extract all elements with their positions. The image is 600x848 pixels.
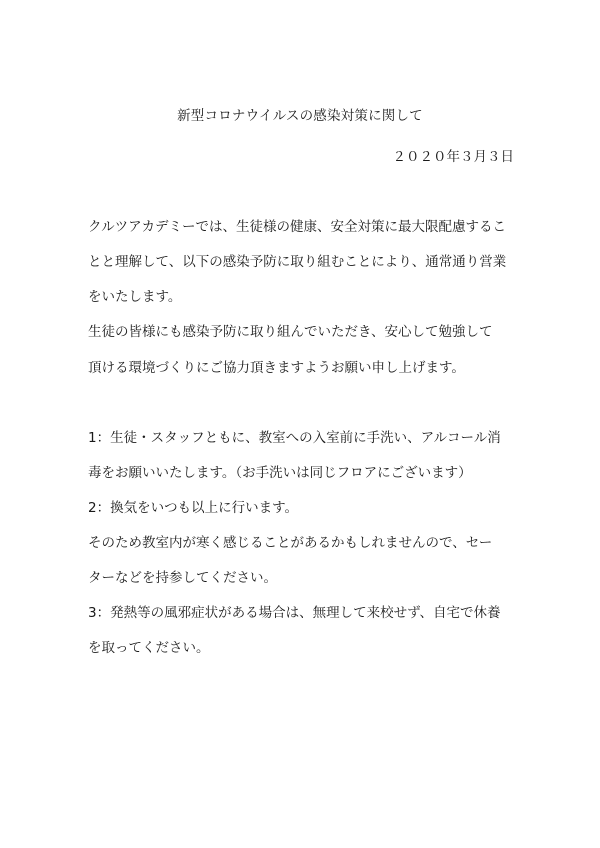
document-title: 新型コロナウイルスの感染対策に関して [177, 108, 423, 124]
item-2-line-2: そのため教室内が寒く感じることがあるかもしれませんので、セー [88, 535, 493, 551]
item-2-line-1: 2：換気をいつも以上に行います。 [88, 500, 299, 516]
intro-line-1: クルツアカデミーでは、生徒様の健康、安全対策に最大限配慮するこ [88, 219, 506, 235]
item-3-line-1: 3：発熱等の風邪症状がある場合は、無理して来校せず、自宅で休養 [88, 605, 501, 621]
intro-line-5: 頂ける環境づくりにご協力頂きますようお願い申し上げます。 [88, 360, 465, 376]
item-1-line-1: 1：生徒・スタッフともに、教室への入室前に手洗い、アルコール消 [88, 430, 501, 446]
item-2-line-3: ターなどを持参してください。 [88, 570, 277, 586]
item-3-line-2: を取ってください。 [88, 640, 210, 656]
item-1-line-2: 毒をお願いいたします。（お手洗いは同じフロアにございます） [88, 465, 472, 481]
intro-line-4: 生徒の皆様にも感染予防に取り組んでいただき、安心して勉強して [88, 324, 493, 340]
document-date: ２０２０年３月３日 [392, 149, 514, 165]
intro-line-3: をいたします。 [88, 289, 182, 305]
intro-line-2: とと理解して、以下の感染予防に取り組むことにより、通常通り営業 [88, 254, 507, 270]
